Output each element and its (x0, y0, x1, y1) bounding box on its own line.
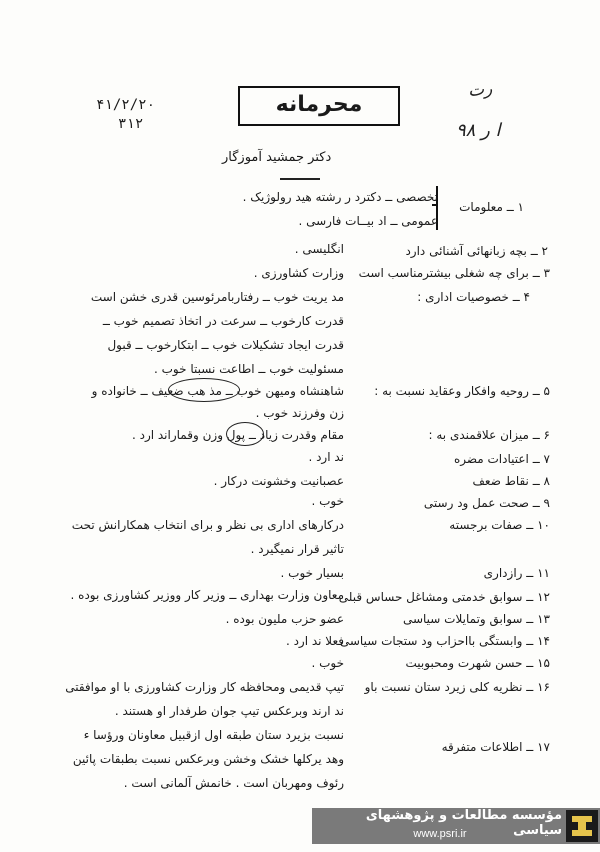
field-value: درکارهای اداری بی نظر و برای انتخاب همکارانش تحت (71, 518, 344, 532)
field-value: ند ارد . (308, 450, 344, 464)
field-value: مسئولیت خوب ــ اطاعت نسبتا خوب . (153, 362, 344, 376)
field-value: تخصصی ــ دکترد ر رشته هید رولوژیک . (242, 190, 438, 204)
field-value: تاثیر قرار نمیگیرد . (250, 542, 344, 556)
field-label: ۵ ــ روحیه وافکار وعقاید نسبت به : (374, 384, 550, 398)
field-label: ۱ ــ معلومات (459, 200, 524, 214)
field-label: ۱۶ ــ نظریه کلی زیرد ستان نسبت باو (364, 680, 550, 694)
field-label: ۲ ــ بچه زبانهائی آشنائی دارد (405, 244, 548, 258)
handwritten-circle (226, 422, 264, 446)
classification-title: محرمانه (275, 92, 363, 117)
field-label: ۱۱ ــ رازداری (483, 566, 550, 580)
field-value: وزارت کشاورزی . (253, 266, 344, 280)
field-value: خوب . (311, 656, 344, 670)
field-value: عضو حزب ملیون بوده . (225, 612, 344, 626)
handwritten-note-second: ا ر ۹۸ (456, 120, 501, 141)
field-value: رئوف ومهربان است . خانمش آلمانی است . (123, 776, 344, 790)
field-label: ۶ ــ میزان علاقمندی به : (428, 428, 550, 442)
field-label: ۱۷ ــ اطلاعات متفرقه (441, 740, 550, 754)
field-value: مد یریت خوب ــ رفتاربامرئوسین قدری خشن است (90, 290, 344, 304)
reference-sub-number: ۳۱۲ (118, 116, 144, 132)
field-label: ۳ ــ برای چه شغلی بیشترمناسب است (358, 266, 550, 280)
subject-name: دکتر جمشید آموزگار (222, 150, 332, 165)
field-label: ۱۳ ــ سوابق وتمایلات سیاسی (402, 612, 550, 626)
field-value: عمومی ــ اد بیــات فارسی . (298, 214, 438, 228)
watermark-title: مؤسسه مطالعات و پژوهشهای سیاسی (365, 808, 562, 838)
field-label: ۱۰ ــ صفات برجسته (449, 518, 550, 532)
watermark-url: www.psri.ir (413, 828, 467, 840)
handwritten-note-top: رت (467, 78, 494, 102)
field-label: ۸ ــ نقاط ضعف (472, 474, 550, 488)
field-label: ۷ ــ اعتیادات مضره (453, 452, 550, 466)
divider (280, 178, 320, 180)
field-value: انگلیسی . (294, 242, 344, 256)
field-value: ند ارند وبرعکس تیپ جوان طرفدار او هستند . (114, 704, 344, 718)
field-value: مقام وقدرت زیاد ــ پول وزن وقماراند ارد . (131, 428, 344, 442)
field-value: قدرت ایجاد تشکیلات خوب ــ ابتکارخوب ــ قبول (107, 338, 344, 352)
bracket-tick (432, 204, 438, 206)
field-value: شاهنشاه ومیهن خوب ــ مذ هب ضعیف ــ خانواده و (91, 384, 344, 398)
handwritten-circle (168, 378, 240, 402)
reference-number: ۴۱/۲/۲۰ (96, 97, 156, 113)
field-label: ۹ ــ صحت عمل ود رستی (423, 496, 550, 510)
field-value: نسبت بزیرد ستان طبقه اول ازقبیل معاونان ورؤسا ء (83, 728, 344, 742)
field-value: معاون وزارت بهداری ــ وزیر کار ووزیر کشاورزی بوده . (70, 588, 344, 602)
field-value: خوب . (311, 494, 344, 508)
field-value: بسیار خوب . (280, 566, 344, 580)
field-label: ۱۵ ــ حسن شهرت ومحبوبیت (405, 656, 550, 670)
field-value: فعلا ند ارد . (285, 634, 344, 648)
institute-logo-icon (566, 810, 598, 842)
field-value: زن وفرزند خوب . (255, 406, 344, 420)
field-label: ۱۴ ــ وابستگی بااحزاب ود ستجات سیاسی (339, 634, 550, 648)
field-value: وهد یرکلها خشک وخشن وبرعکس نسبت بطبقات پائین (72, 752, 344, 766)
field-value: عصبانیت وخشونت درکار . (213, 474, 344, 488)
field-label: ۱۲ ــ سوابق خدمتی ومشاغل حساس قبلی (338, 590, 550, 604)
field-value: تیپ قدیمی ومحافظه کار وزارت کشاورزی با او موافقتی (65, 680, 344, 694)
field-value: قدرت کارخوب ــ سرعت در اتخاذ تصمیم خوب ــ (102, 314, 344, 328)
field-label: ۴ ــ خصوصیات اداری : (417, 290, 530, 304)
